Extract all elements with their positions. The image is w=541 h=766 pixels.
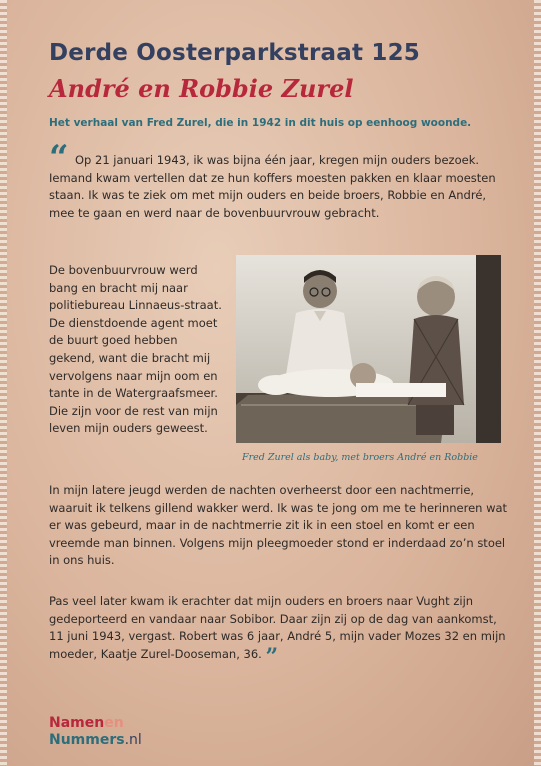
intro-text: Het verhaal van Fred Zurel, die in 1942 in dit huis op eenhoog woonde. [49,117,472,129]
story-paragraph-4 [49,593,509,670]
left-perforated-edge [0,0,7,766]
logo-domain-suffix: .nl [124,732,142,748]
page-subtitle: André en Robbie Zurel [49,74,354,103]
page-title: Derde Oosterparkstraat 125 [49,40,420,66]
open-quote-icon: “ [49,138,69,178]
photo-caption: Fred Zurel als baby, met broers André en Robbie [242,452,478,463]
logo-word-nummers: Nummers [49,732,125,748]
logo-word-en: en [104,715,124,731]
family-photo [236,255,501,443]
story-paragraph-1: Op 21 januari 1943, ik was bijna één jaar, kregen mijn ouders bezoek. Iemand kwam vertellen dat ze hun koffers moesten pakken en klaar moesten staan. Ik was te ziek om met mijn ouders en beide broers, Robbie en André, mee te gaan en werd naar de bovenbuurvrouw gebracht. [49,153,496,220]
right-perforated-edge [534,0,541,766]
story-paragraph-3: In mijn latere jeugd werden de nachten overheerst door een nachtmerrie, waaruit ik telkens gillend wakker werd. Ik was te jong om me te herinneren wat er was gebeurd, maar in de nachtmerrie zit ik in een stoel en komt er een vreemde man binnen. Volgens mijn pleegmoeder stond er inderdaad zo’n stoel in ons huis. [49,483,508,568]
logo-word-namen: Namen [49,715,105,731]
close-quote-icon: ” [265,643,279,670]
namenennummers-logo [49,715,142,749]
story-paragraph-2: De bovenbuurvrouw werd bang en bracht mij naar politiebureau Linnaeus-straat. De dienstdoende agent moet de buurt goed hebben gekend, want die bracht mij vervolgens naar mijn oom en tante in de Watergraafsmeer. Die zijn voor de rest van mijn leven mijn ouders geweest. [49,263,222,436]
story-paragraph-4-text: Pas veel later kwam ik erachter dat mijn ouders en broers naar Vught zijn gedeporteerd en vandaar naar Sobibor. Daar zijn zij op de dag van aankomst, 11 juni 1943, vergast. Robert was 6 jaar, André 5, mijn vader Mozes 32 en mijn moeder, Kaatje Zurel-Dooseman, 36. [49,594,506,661]
